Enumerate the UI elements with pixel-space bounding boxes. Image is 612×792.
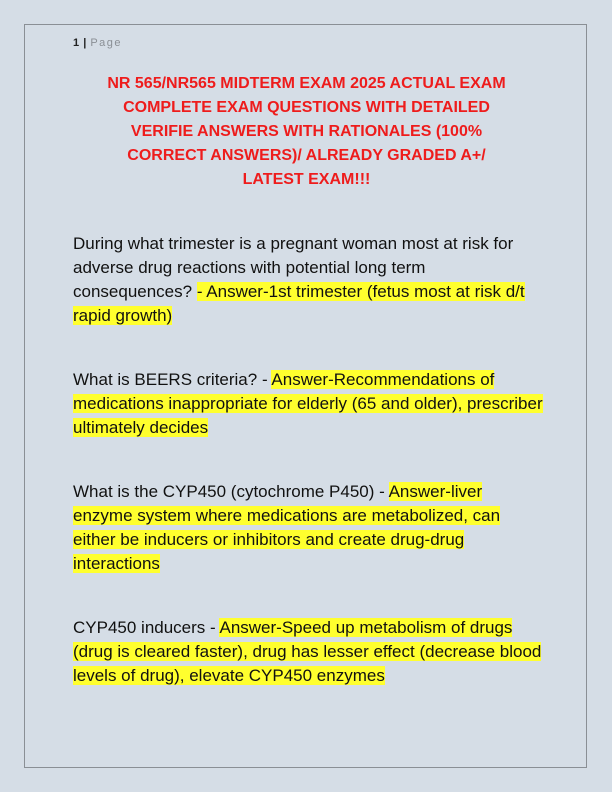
qa-item-pregnancy-trimester [73, 232, 543, 328]
title-line: LATEST EXAM!!! [242, 171, 371, 188]
qa-item-cyp450-inducers [73, 616, 543, 688]
page-number: 1 [73, 37, 80, 49]
page-separator: | [83, 37, 87, 49]
qa-item-beers-criteria [73, 368, 543, 440]
title-line: CORRECT ANSWERS)/ ALREADY GRADED A+/ [127, 147, 486, 164]
title-line: NR 565/NR565 MIDTERM EXAM 2025 ACTUAL EXAM [107, 75, 506, 92]
title-line: COMPLETE EXAM QUESTIONS WITH DETAILED [123, 99, 490, 116]
title-line: VERIFIE ANSWERS WITH RATIONALES (100% [130, 123, 483, 140]
question-text: What is BEERS criteria? - [73, 370, 268, 389]
answer-text: - Answer-1st trimester (fetus most at risk d/t rapid growth) [73, 282, 525, 325]
document-title [65, 72, 548, 192]
question-text: CYP450 inducers - [73, 618, 216, 637]
question-text: What is the CYP450 (cytochrome P450) - [73, 482, 385, 501]
answer-text: Answer-liver enzyme system where medications are metabolized, can either be inducers or inhibitors and create drug-drug interactions [73, 482, 501, 573]
qa-item-cyp450 [73, 480, 543, 576]
page-label: Page [90, 37, 123, 49]
question-text: During what trimester is a pregnant woman most at risk for adverse drug reactions with potential long term consequences? [73, 234, 514, 301]
document-page [24, 24, 587, 768]
answer-text: Answer-Recommendations of medications inappropriate for elderly (65 and older), prescriber ultimately decides [73, 370, 543, 437]
answer-text: Answer-Speed up metabolism of drugs (drug is cleared faster), drug has lesser effect (decrease blood levels of drug), elevate CYP450 enzymes [73, 618, 542, 685]
page-header [73, 37, 122, 49]
